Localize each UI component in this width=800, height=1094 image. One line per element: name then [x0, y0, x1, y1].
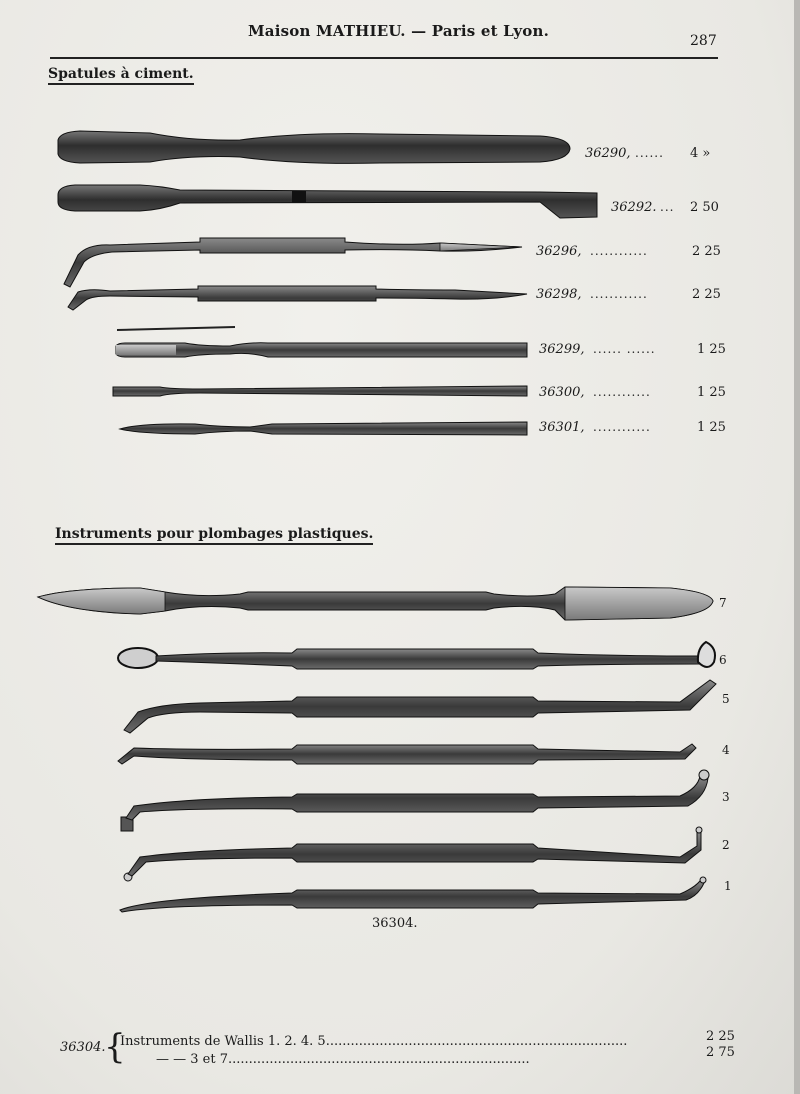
instrument-4-illustration: [118, 744, 696, 764]
leader-dots: ...: [660, 200, 675, 214]
item-price: 1 25: [697, 385, 726, 400]
item-price: 1 25: [697, 342, 726, 357]
item-price: 2 25: [692, 244, 721, 259]
bottom-item-ref: 36304.: [60, 1040, 106, 1055]
page-number: 287: [690, 33, 717, 49]
instrument-number: 4: [722, 743, 730, 757]
leader-dots: ......: [635, 146, 664, 160]
spatula-36290-illustration: [58, 131, 570, 163]
leader-dots: ............: [593, 420, 651, 434]
spatula-36296-illustration: [64, 238, 522, 287]
item-ref: 36290,: [585, 146, 631, 161]
item-ref: 36299,: [539, 342, 585, 357]
wallis-line-1: [120, 1034, 694, 1049]
leader-dots: ...... ......: [593, 342, 656, 356]
item-price: 1 25: [697, 420, 726, 435]
spatula-36301-illustration: [120, 422, 527, 435]
wallis-line-1-price: 2 25: [706, 1029, 735, 1044]
item-ref: 36301,: [539, 420, 585, 435]
instrument-number: 5: [722, 692, 730, 706]
spatula-36299-illustration: [116, 327, 527, 357]
instrument-7-illustration: [38, 587, 713, 620]
wallis-line-2: [156, 1052, 694, 1067]
instrument-1-illustration: [120, 877, 706, 912]
item-ref: 36292.: [611, 200, 657, 215]
item-ref: 36296,: [536, 244, 582, 259]
instrument-number: 6: [719, 653, 727, 667]
spatula-36292-illustration: [58, 185, 597, 218]
wallis-line-2-price: 2 75: [706, 1045, 735, 1060]
brace-glyph: {: [104, 1027, 126, 1067]
instrument-number: 7: [719, 596, 727, 610]
leader-dots: .........................................................................: [325, 1034, 628, 1049]
instrument-number: 2: [722, 838, 730, 852]
item-ref: 36300,: [539, 385, 585, 400]
item-price: 2 50: [690, 200, 719, 215]
spatula-36300-illustration: [113, 386, 527, 396]
instrument-3-illustration: [121, 770, 709, 831]
item-price: 4 »: [690, 146, 711, 161]
instrument-5-illustration: [124, 680, 716, 733]
page-header-title: Maison MATHIEU. — Paris et Lyon.: [248, 22, 549, 40]
wallis-line-1-label: Instruments de Wallis 1. 2. 4. 5: [120, 1034, 326, 1049]
leader-dots: .........................................................................: [228, 1052, 530, 1067]
item-ref: 36298,: [536, 287, 582, 302]
section-title-cement-spatulas: Spatules à ciment.: [48, 66, 194, 85]
instrument-6-illustration: [118, 642, 715, 669]
catalog-number-label: 36304.: [372, 916, 418, 931]
item-price: 2 25: [692, 287, 721, 302]
wallis-line-2-label: — — 3 et 7: [156, 1052, 228, 1067]
instrument-2-illustration: [124, 827, 702, 881]
leader-dots: ............: [593, 385, 651, 399]
section-title-plastic-fillings: Instruments pour plombages plastiques.: [55, 526, 373, 545]
leader-dots: ............: [590, 244, 648, 258]
leader-dots: ............: [590, 287, 648, 301]
spatula-36298-illustration: [68, 286, 527, 310]
instrument-number: 1: [724, 879, 732, 893]
instrument-number: 3: [722, 790, 730, 804]
